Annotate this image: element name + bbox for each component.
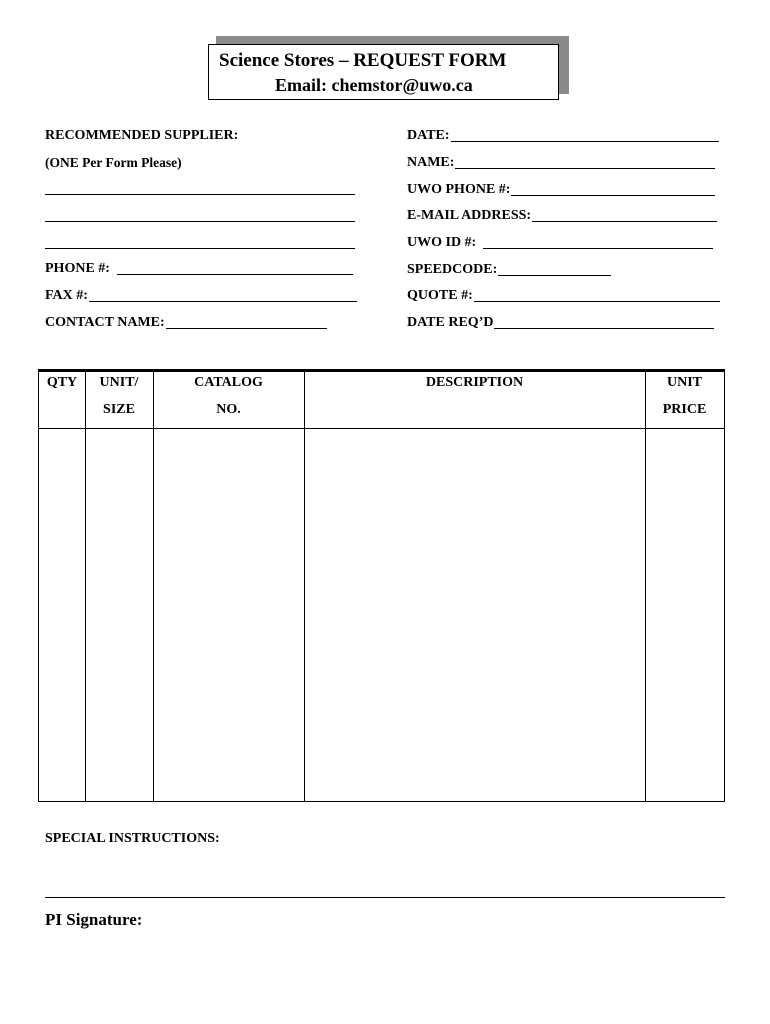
email-address-label: E-MAIL ADDRESS: xyxy=(407,208,532,223)
supplier-fax-field[interactable] xyxy=(45,288,357,304)
special-instructions-label: SPECIAL INSTRUCTIONS: xyxy=(45,831,220,846)
speedcode-label: SPEEDCODE: xyxy=(407,262,498,277)
description-cell[interactable] xyxy=(305,429,645,801)
date-required-label: DATE REQ’D xyxy=(407,315,494,330)
date-label: DATE: xyxy=(407,128,450,143)
special-instructions-field[interactable] xyxy=(45,850,725,895)
signature-rule xyxy=(45,897,725,898)
col-header-description: DESCRIPTION xyxy=(425,375,524,390)
supplier-phone-field[interactable] xyxy=(45,261,353,277)
col-header-price-line2: PRICE xyxy=(662,402,707,417)
speedcode-field[interactable] xyxy=(407,262,611,278)
qty-cell[interactable] xyxy=(39,429,85,801)
col-header-unit-line1: UNIT/ xyxy=(99,375,139,390)
supplier-line-1[interactable] xyxy=(45,194,355,195)
supplier-line-2[interactable] xyxy=(45,221,355,222)
quote-label: QUOTE #: xyxy=(407,288,473,303)
email-address-field[interactable] xyxy=(407,208,717,224)
col-header-qty: QTY xyxy=(46,375,78,390)
form-title: Science Stores – REQUEST FORM xyxy=(219,50,507,71)
name-field[interactable] xyxy=(407,155,715,171)
uwo-phone-label: UWO PHONE #: xyxy=(407,182,511,197)
col-header-catalog-line1: CATALOG xyxy=(194,375,263,390)
supplier-fax-label: FAX #: xyxy=(45,288,88,303)
contact-name-label: CONTACT NAME: xyxy=(45,315,165,330)
form-title-box xyxy=(208,44,559,100)
uwo-id-field[interactable] xyxy=(407,235,713,251)
contact-name-field[interactable] xyxy=(45,315,327,331)
items-table xyxy=(38,369,725,802)
recommended-supplier-label: RECOMMENDED SUPPLIER: xyxy=(45,128,239,143)
uwo-id-label: UWO ID #: xyxy=(407,235,477,250)
col-header-catalog-line2: NO. xyxy=(216,402,241,417)
supplier-line-3[interactable] xyxy=(45,248,355,249)
date-required-field[interactable] xyxy=(407,315,714,331)
date-field[interactable] xyxy=(407,128,719,144)
unit-price-cell[interactable] xyxy=(646,429,724,801)
form-email: Email: chemstor@uwo.ca xyxy=(275,75,473,95)
catalog-cell[interactable] xyxy=(154,429,304,801)
pi-signature-label: PI Signature: xyxy=(45,910,143,929)
uwo-phone-field[interactable] xyxy=(407,182,715,198)
unit-size-cell[interactable] xyxy=(86,429,153,801)
col-header-price-line1: UNIT xyxy=(666,375,702,390)
quote-field[interactable] xyxy=(407,288,720,304)
name-label: NAME: xyxy=(407,155,455,170)
one-per-form-note: (ONE Per Form Please) xyxy=(45,155,182,170)
supplier-phone-label: PHONE #: xyxy=(45,261,110,276)
col-header-unit-line2: SIZE xyxy=(103,402,135,417)
